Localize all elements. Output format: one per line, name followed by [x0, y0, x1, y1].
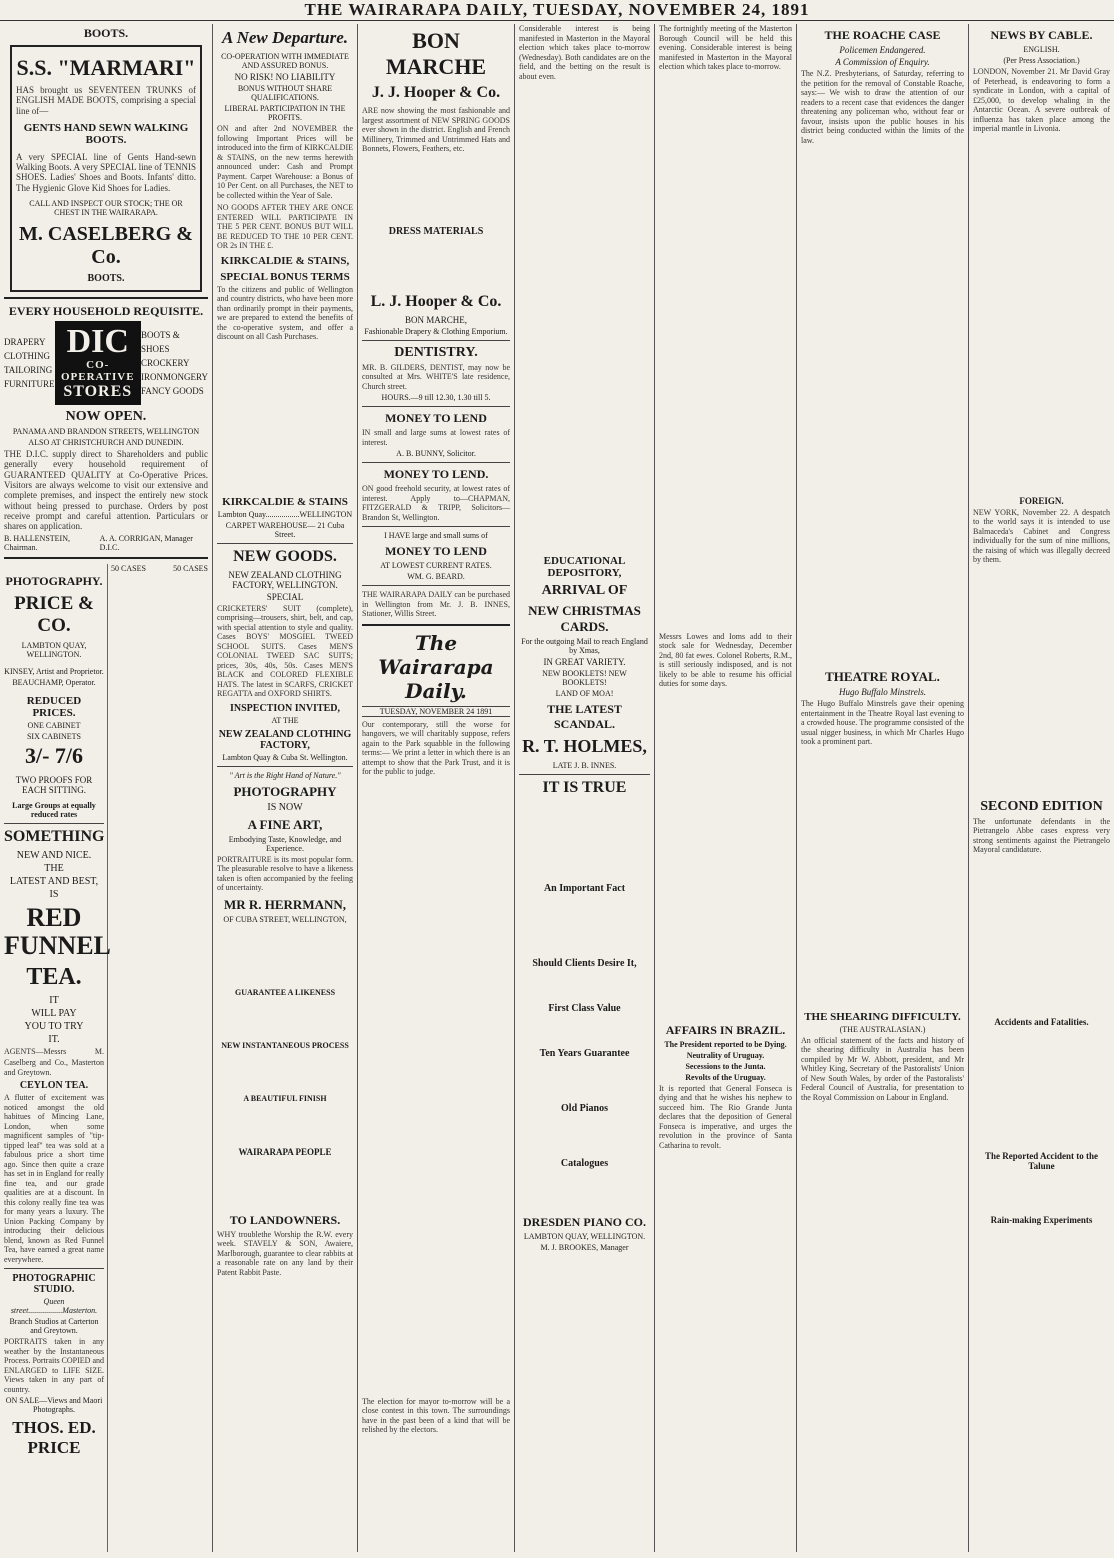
now-open-branches: ALSO AT CHRISTCHURCH AND DUNEDIN.: [28, 438, 184, 448]
col7-filler-3: [973, 855, 1110, 1015]
household-heading: EVERY HOUSEHOLD REQUISITE.: [8, 304, 204, 319]
affairs-text: It is reported that General Fonseca is dying and that he wishes his nephew to succeed him. The Rio Grande Junta declares that the deposition of General Fonseca is imperative, and urges the revolution in the province of Santa Catharina to revolt.: [659, 1083, 792, 1150]
new-and-nice: NEW AND NICE.: [16, 850, 92, 862]
branch-studios: Branch Studios at Carterton and Greytown.: [9, 1317, 99, 1336]
list-item: IRONMONGERY: [140, 372, 208, 383]
studio-heading: PHOTOGRAPHIC STUDIO.: [12, 1273, 96, 1296]
boots-heading: BOOTS.: [83, 26, 129, 40]
kinsey-line: KINSEY, Artist and Proprietor.: [4, 667, 104, 677]
lambton-line: Lambton Quay.................WELLINGTON: [217, 509, 353, 519]
money-to-lend-2: MONEY TO LEND.: [383, 467, 489, 481]
portraiture-text: PORTRAITURE is its most popular form. The pleasurable resolve to have a likeness taken is often accompanied by the feeling of uncertainty.: [217, 854, 353, 892]
col4-filler-5: [519, 1016, 650, 1046]
col7-filler-4: [973, 1029, 1110, 1149]
red-funnel-heading: RED FUNNEL: [4, 903, 111, 961]
liberal-line: LIBERAL PARTICIPATION IN THE PROFITS.: [224, 104, 346, 122]
art-quote: " Art is the Right Hand of Nature.": [229, 770, 341, 780]
list-item: FANCY GOODS: [140, 386, 204, 397]
column-3: [358, 24, 515, 1552]
photography-2: PHOTOGRAPHY: [233, 783, 337, 799]
revolts-uruguay: Revolts of the Uruguay.: [685, 1072, 766, 1082]
dresden-piano: DRESDEN PIANO CO.: [522, 1215, 646, 1229]
departure-text: ON and after 2nd NOVEMBER the following Important Prices will be introduced into the firm of KIRKCALDIE & STAINS, on the new terms herewith announced under: Cash and Prompt Payment. Carpet Warehouse: a Bonus of 10 Per Cent. on all Purchases, the NET to be collected within the Year of Sale.: [217, 124, 353, 200]
wairarapa-people: WAIRARAPA PEOPLE: [238, 1146, 332, 1157]
price-co-title: PRICE & CO.: [14, 593, 94, 637]
col3-filler-2: [362, 239, 510, 289]
col4-text-a: Considerable interest is being manifested in Masterton in the Mayoral election which takes place to-morrow (Wednesday). Both candidates are on the field, and the betting on the result is about even.: [519, 24, 650, 81]
ten-years-guarantee: Ten Years Guarantee: [539, 1048, 630, 1059]
price-co-ad: [4, 564, 111, 1552]
hugo-minstrels: Hugo Buffalo Minstrels.: [839, 687, 926, 697]
signature-manager: A. A. CORRIGAN, Manager D.I.C.: [99, 534, 193, 553]
affairs-brazil: AFFAIRS IN BRAZIL.: [665, 1022, 786, 1037]
rain-making: Rain-making Experiments: [990, 1214, 1093, 1225]
closing-text: The election for mayor to-morrow will be a close contest in this town. The surroundings have in the past been of a kind that will be relished by the electors.: [362, 1396, 510, 1434]
money-to-lend-3: MONEY TO LEND: [385, 544, 487, 558]
beauchamp-line: BEAUCHAMP, Operator.: [12, 678, 96, 688]
instantaneous-process: NEW INSTANTANEOUS PROCESS: [221, 1040, 349, 1050]
money-text-1: IN small and large sums at lowest rates of interest.: [362, 428, 510, 447]
it-is-true: IT IS TRUE: [542, 779, 627, 796]
col3-filler-1: [362, 154, 510, 224]
cases-right: 50 CASES: [173, 564, 208, 574]
ceylon-tea: CEYLON TEA.: [19, 1080, 89, 1092]
col5-text-b: Messrs Lowes and Ioms add to their stock sale for Wednesday, December 2nd, 80 fat ewes. Colonel Roberts, R.M., is still seriously indisposed, and is not likely to be able to resume his official duties for some days.: [659, 631, 792, 688]
secessions-junta: Secessions to the Junta.: [685, 1061, 766, 1071]
date-line: TUESDAY, NOVEMBER 24 1891: [362, 706, 510, 717]
christmas-cards: NEW CHRISTMAS CARDS.: [528, 603, 641, 634]
clothing-text: CRICKETERS' SUIT (complete), comprising—trousers, shirt, belt, and cap, with special attention to style and quality. Cases BOYS' MOSGIEL TWEED SCHOOL SUITS. Cases MEN'S COLONIAL TWEED SAC SUITS; prices, 30s, 40s, 50s. Cases MEN'S BLACK and COLORED FLEXIBLE HATS. The latest in SCARFS, CRICKET REGATTA and OXFORD SHIRTS.: [217, 603, 353, 698]
theatre-text: The Hugo Buffalo Minstrels gave their opening entertainment in the Theatre Royal last evening to a crowded house. The programme consisted of the usual nigger business, in which Mr Charles Hugo took a prominent part.: [801, 699, 964, 746]
nz-clothing-factory: NEW ZEALAND CLOTHING FACTORY, WELLINGTON.: [228, 569, 342, 590]
portraits-text: PORTRAITS taken in any weather by the Instantaneous Process. Portraits COPIED and ENLARGED to LIFE SIZE. Views taken in any part of country.: [4, 1337, 104, 1394]
dic-left-list: [4, 335, 55, 391]
dic-right-list: [141, 328, 208, 398]
dic-text: THE D.I.C. supply direct to Shareholders and public generally every household requirement of GUARANTEED QUALITY at Co-Operative Prices. Visitors are always welcome to visit our extensive and complete premises, and inspect the entirely new stock without being pressed to purchase. Orders by post receive prompt and careful attention. Particulars or shares on application.: [4, 449, 208, 532]
fine-art: A FINE ART,: [247, 816, 323, 832]
caselberg-firm: M. CASELBERG & Co.: [19, 223, 193, 269]
list-item: CLOTHING: [4, 351, 50, 362]
first-class-value: First Class Value: [548, 1003, 621, 1014]
the-word: THE: [44, 863, 64, 875]
dic-ad: [4, 321, 208, 405]
latest-best: LATEST AND BEST,: [9, 876, 99, 888]
dic-logo-stores: STORES: [63, 383, 133, 401]
dic-logo-sub: CO-OPERATIVE: [60, 359, 135, 384]
col2-filler-1: [217, 342, 353, 492]
no-risk: NO RISK! NO LIABILITY: [234, 72, 336, 82]
it-final: IT.: [48, 1034, 60, 1046]
col4-filler-6: [519, 1061, 650, 1101]
president-dying: The President reported to be Dying.: [664, 1039, 787, 1049]
nzcf-address: Lambton Quay & Cuba St. Wellington.: [222, 752, 348, 762]
col2-filler-5: [217, 1105, 353, 1145]
foreign-heading: FOREIGN.: [1019, 495, 1064, 506]
col2-filler-3: [217, 999, 353, 1039]
bonus-line: BONUS WITHOUT SHARE QUALIFICATIONS.: [237, 84, 333, 102]
news-text: LONDON, November 21. Mr David Gray of Peterhead, is endeavoring to form a syndicate in London, with a capital of £25,000, to develop whaling in the Antarctic Ocean. A severe outbreak of influenza has taken place among the imperial mantle in Livonia.: [973, 67, 1110, 133]
inspection-invited: INSPECTION INVITED,: [229, 702, 341, 714]
press-association: (Per Press Association.): [1003, 56, 1080, 65]
special-bonus: SPECIAL BONUS TERMS: [220, 270, 350, 283]
no-goods: NO GOODS AFTER THEY ARE ONCE ENTERED WILL PARTICIPATE IN THE 5 PER CENT. BONUS BUT WILL BE REDUCED TO THE 10 PER CENT. OR 2s IN THE £.: [217, 203, 353, 250]
roache-case: THE ROACHE CASE: [824, 28, 941, 42]
col3-filler-3: [362, 777, 510, 1397]
signature-chairman: B. HALLENSTEIN, Chairman.: [4, 534, 70, 553]
second-text: The unfortunate defendants in the Pietrangelo Abbe cases express very strong sentiments against the Pietrangelo Mayoral candidature.: [973, 816, 1110, 854]
fashionable-emporium: Fashionable Drapery & Clothing Emporium.: [364, 326, 508, 336]
masthead: THE WAIRARAPA DAILY, TUESDAY, NOVEMBER 24, 1891: [0, 0, 1114, 21]
landowners-heading: TO LANDOWNERS.: [229, 1212, 341, 1227]
reported-accident: The Reported Accident to the Talune: [985, 1150, 1098, 1171]
dentistry-heading: DENTISTRY.: [394, 344, 478, 360]
should-clients: Should Clients Desire It,: [532, 958, 637, 969]
tea-text: A flutter of excitement was noticed amongst the old habitues of Mincing Lane, London, when some magnificent samples of "tip-tipped leaf" tea was sold at a fabulous price a short time ago. Since then quite a craze has set in in England for really fine tea, and our grade qualities are at a discount. In this colony really fine tea was for many years a luxury. The Union Packing Company by introducing their delicious blend, known as Red Funnel Tea, have earned a great name everywhere.: [4, 1093, 104, 1264]
paper-title: The Wairarapa Daily.: [378, 630, 494, 703]
is-word: IS: [49, 889, 59, 901]
accidents-fatalities: Accidents and Fatalities.: [994, 1016, 1089, 1027]
col7-filler-5: [973, 1173, 1110, 1213]
bon-marche-heading: BON MARCHE: [385, 28, 487, 79]
column-5: [655, 24, 797, 1552]
col5-filler-1: [659, 72, 792, 632]
theatre-royal: THEATRE ROYAL.: [825, 669, 940, 684]
now-open-address: PANAMA AND BRANDON STREETS, WELLINGTON: [12, 427, 200, 437]
large-groups: Large Groups at equally reduced rates: [12, 801, 96, 820]
dic-signatures: [4, 534, 208, 552]
hooper-heading: J. J. Hooper & Co.: [371, 84, 501, 101]
reduced-prices: REDUCED PRICES.: [26, 695, 82, 720]
col4-filler-7: [519, 1116, 650, 1156]
guarantee-likeness: GUARANTEE A LIKENESS: [234, 987, 336, 997]
educational-depository: EDUCATIONAL DEPOSITORY,: [543, 555, 626, 579]
english-heading: ENGLISH.: [1023, 45, 1060, 54]
kirkcaldie-heading-2: KIRKCALDIE & STAINS: [222, 495, 348, 508]
dress-materials: DRESS MATERIALS: [388, 225, 484, 237]
shearing-source: (THE AUSTRALASIAN.): [839, 1024, 926, 1034]
leader-text: Our contemporary, still the worse for hangovers, we will charitably suppose, refers again to the Park squabble in the following terms:— We print a letter in which there is an attempt to show that the Park Trust, and it is for the public to judge.: [362, 719, 510, 776]
beautiful-finish: A BEAUTIFUL FINISH: [243, 1093, 327, 1103]
col2-filler-4: [217, 1052, 353, 1092]
now-open: NOW OPEN.: [65, 409, 147, 425]
col5-text-a: The fortnightly meeting of the Masterton Borough Council will be held this evening. Considerable interest is being manifested in Masterton in the Mayoral election which takes place to-morrow.: [659, 24, 792, 71]
six-cabinets: SIX CABINETS: [26, 732, 81, 742]
old-pianos: Old Pianos: [561, 1103, 608, 1114]
shearing-text: An official statement of the facts and history of the shearing difficulty in Australia has been compiled by Mr W. Abbott, president, and Mr Whitley King, Secretary of the Pastoralists' Union of New South Wales, by order of the Pastoralists' Federal Council of Australia, for presentation to the Royal Commission on Labour in England.: [801, 1035, 964, 1102]
col4-filler-3: [519, 896, 650, 956]
latest-scandal: THE LATEST SCANDAL.: [547, 702, 622, 731]
important-fact: An Important Fact: [543, 883, 626, 894]
brookes-manager: M. J. BROOKES, Manager: [540, 1243, 629, 1252]
cabinet-price: 3/- 7/6: [24, 743, 84, 769]
col1-right-sub: [108, 564, 208, 1552]
beard-signature: WM. G. BEARD.: [407, 572, 465, 581]
money-to-lend-1: MONEY TO LEND: [385, 411, 487, 425]
great-variety: IN GREAT VARIETY.: [543, 657, 626, 667]
gents-text: A very SPECIAL line of Gents Hand-sewn Walking Boots. A very SPECIAL line of TENNIS SHOES. Ladies' Shoes and Boots. Infants' ditto. The Hygienic Glove Kid Shoes for Ladies.: [16, 151, 196, 193]
commission-enquiry: A Commission of Enquiry.: [835, 57, 930, 67]
column-1: [0, 24, 213, 1552]
thos-price: THOS. ED. PRICE: [12, 1418, 96, 1458]
column-6: [797, 24, 969, 1552]
list-item: FURNITURE: [4, 379, 55, 390]
caselberg-ad: [10, 45, 202, 292]
dic-logo: [55, 321, 141, 405]
two-proofs: TWO PROOFS FOR EACH SITTING.: [15, 775, 93, 796]
col6-filler-2: [801, 747, 964, 1007]
cases-left: 50 CASES: [111, 564, 146, 574]
neutrality-uruguay: Neutrality of Uruguay.: [686, 1050, 765, 1060]
col7-filler-2: [973, 565, 1110, 795]
col4-filler-4: [519, 971, 650, 1001]
dresden-address: LAMBTON QUAY, WELLINGTON.: [523, 1232, 646, 1241]
holmes-sub: LATE J. B. INNES.: [552, 761, 617, 770]
foreign-text: NEW YORK, November 22. A despatch to the world says it is intended to use Balmaceda's Cabinet and Congress individually for the sum of nine millions, the raising of which was illegally decreed by them.: [973, 507, 1110, 564]
catalogues: Catalogues: [560, 1158, 609, 1169]
new-goods-heading: NEW GOODS.: [233, 547, 337, 565]
col4-filler-8: [519, 1171, 650, 1211]
column-7: [969, 24, 1114, 1552]
landowners-text: WHY troublethe Worship the R.W. every week. STAVELY & SON, Awaiere, Marlborough, guarantee to clear rabbits at a reasonable rate on any land by their Patent Rabbit Paste.: [217, 1229, 353, 1277]
studio-address: Queen street.................Masterton.: [10, 1297, 98, 1316]
hooper-heading-2: L. J. Hooper & Co.: [370, 292, 502, 310]
carpet-warehouse: CARPET WAREHOUSE— 21 Cuba Street.: [225, 520, 345, 539]
photography-heading: PHOTOGRAPHY.: [5, 574, 103, 589]
coop-line: CO-OPERATION WITH IMMEDIATE AND ASSURED BONUS.: [221, 52, 349, 70]
new-departure-heading: A New Departure.: [221, 28, 349, 47]
land-of-moa: LAND OF MOA!: [555, 689, 614, 698]
dentist-text: MR. B. GILDERS, DENTIST, may now be consulted at Mrs. WHITE'S late residence, Church street.: [362, 362, 510, 391]
price-co-address: LAMBTON QUAY, WELLINGTON.: [21, 641, 87, 660]
is-now: IS NOW: [267, 801, 303, 813]
wairarapa-daily-note: THE WAIRARAPA DAILY can be purchased in Wellington from Mr. J. B. INNES, Stationer, Willis Street.: [362, 590, 510, 618]
tea-agents: AGENTS—Messrs M. Caselberg and Co., Masterton and Greytown.: [4, 1047, 104, 1078]
gents-heading: GENTS HAND SEWN WALKING BOOTS.: [23, 121, 189, 146]
policemen-endangered: Policemen Endangered.: [839, 45, 926, 55]
special-word: SPECIAL: [266, 591, 304, 602]
news-by-cable: NEWS BY CABLE.: [990, 28, 1093, 42]
list-item: CROCKERY: [140, 358, 190, 369]
col6-filler-1: [801, 145, 964, 665]
kirkcaldie-heading: KIRKCALDIE & STAINS,: [220, 254, 350, 267]
it-word: IT: [49, 995, 59, 1007]
new-booklets: NEW BOOKLETS! NEW BOOKLETS!: [542, 669, 627, 687]
ship-text: HAS brought us SEVENTEEN TRUNKS of ENGLISH MADE BOOTS, comprising a special line of—: [16, 85, 196, 116]
col1-right-filler: [111, 573, 208, 1552]
roache-text: The N.Z. Presbyterians, of Saturday, referring to the petition for the removal of Constable Roache, says:— We wish to draw the attention of our readers to a recent case that evidences the danger threatening any policeman who, without fear or favour, insists upon the public houses in his district being conducted within the limits of the law.: [801, 69, 964, 145]
at-lowest-rates: AT LOWEST CURRENT RATES.: [380, 561, 492, 570]
list-item: BOOTS & SHOES: [140, 330, 180, 355]
call-inspect: CALL AND INSPECT OUR STOCK; THE OR CHEST IN THE WAIRARAPA.: [29, 199, 183, 218]
i-have: I HAVE large and small sums of: [384, 531, 488, 540]
something-heading: SOMETHING: [4, 828, 105, 846]
boots-footer: BOOTS.: [87, 273, 125, 285]
hooper-text: ARE now showing the most fashionable and largest assortment of NEW SPRING GOODS ever shown in the district. English and French Millinery, Trimmed and Untrimmed Hats and Bonnets, Flowers, Feathers, etc.: [362, 106, 510, 153]
col2-filler-6: [217, 1159, 353, 1209]
dic-logo-text: DIC: [66, 323, 129, 361]
on-sale: ON SALE—Views and Maori Photographs.: [5, 1396, 103, 1415]
col2-filler-2: [217, 926, 353, 986]
holmes-heading: R. T. HOLMES,: [522, 736, 647, 756]
col7-filler-1: [973, 134, 1110, 494]
shearing-difficulty: THE SHEARING DIFFICULTY.: [804, 1010, 961, 1023]
at-the: AT THE: [271, 715, 299, 725]
col4-filler-2: [519, 801, 650, 881]
second-edition: SECOND EDITION: [980, 798, 1103, 814]
col5-filler-2: [659, 689, 792, 1019]
money-text-2: ON good freehold security, at lowest rates of interest. Apply to—CHAPMAN, FITZGERALD & TRIPP, Solicitors—Brandon St, Wellington.: [362, 484, 510, 522]
ship-name: S.S. "MARMARI": [16, 55, 196, 80]
will-pay: WILL PAY: [31, 1008, 77, 1020]
nzcf-heading: NEW ZEALAND CLOTHING FACTORY,: [218, 728, 352, 751]
herrmann-address: OF CUBA STREET, WELLINGTON,: [223, 914, 347, 924]
fine-art-sub: Embodying Taste, Knowledge, and Experience.: [228, 834, 342, 853]
outgoing-mail: For the outgoing Mail to reach England by Xmas,: [521, 637, 648, 655]
list-item: TAILORING: [4, 365, 53, 376]
herrmann-heading: MR R. HERRMANN,: [223, 896, 347, 912]
dentist-hours: HOURS.—9 till 12.30, 1.30 till 5.: [381, 393, 491, 402]
bunny-solicitor: A. B. BUNNY, Solicitor.: [396, 449, 476, 458]
col4-filler-1: [519, 81, 650, 551]
bon-marche-sub: BON MARCHE,: [404, 314, 467, 325]
tea-heading: TEA.: [26, 964, 82, 991]
column-4: [515, 24, 655, 1552]
kirkcaldie-text: To the citizens and public of Wellington and country districts, who have been more than ordinarily prompt in their payments, we are prepared to extend the benefits of the co-operative system, and offer a discount on all Cash Purchases.: [217, 284, 353, 341]
one-cabinet: ONE CABINET: [27, 721, 81, 731]
column-2: [213, 24, 358, 1552]
list-item: DRAPERY: [4, 337, 46, 348]
arrival-of: ARRIVAL OF: [541, 583, 628, 598]
you-to-try: YOU TO TRY: [24, 1021, 84, 1033]
